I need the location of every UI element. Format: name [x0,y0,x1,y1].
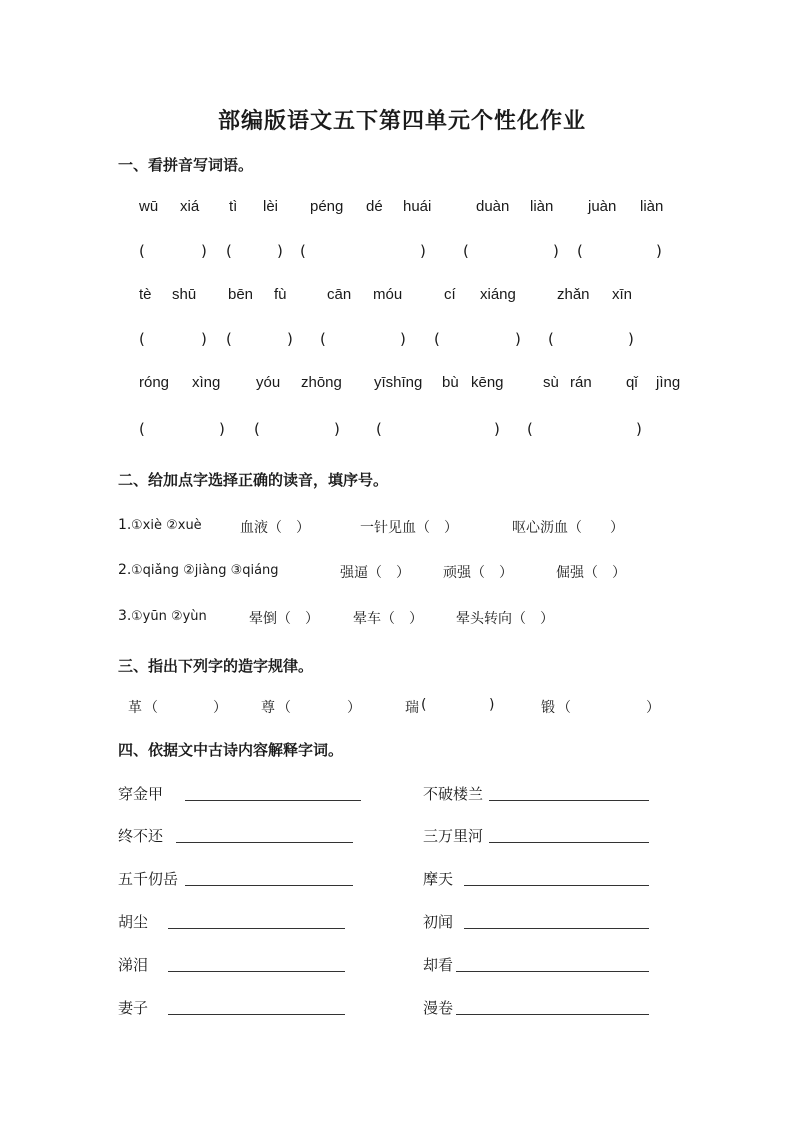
term-label: 穿金甲 [118,785,164,803]
bracket: ） [213,700,227,716]
bracket: ) [201,242,207,260]
bracket: ( [548,330,554,348]
bracket: ) [277,242,283,260]
pinyin: jìng [656,374,681,391]
reading-word: 血液（ ） [240,520,310,536]
term-label: 终不还 [118,827,164,845]
pinyin: fù [274,286,287,303]
pinyin: bēn [228,286,254,303]
bracket: ( [376,420,382,438]
answer-line[interactable] [489,842,649,843]
pinyin: shū [172,286,197,303]
bracket: ) [489,697,495,713]
bracket: ) [219,420,225,438]
reading-word: 晕倒（ ） [249,611,319,627]
reading-options: ①yūn ②yùn [131,609,207,624]
reading-options: ①qiǎng ②jiàng ③qiáng [131,563,279,578]
term-label: 五千仞岳 [118,870,179,888]
bracket: （ [144,700,158,716]
answer-line[interactable] [168,1014,345,1015]
section-heading-4: 四、依据文中古诗内容解释字词。 [118,741,344,759]
answer-line[interactable] [176,842,353,843]
bracket: ( [577,242,583,260]
bracket: ( [421,697,427,713]
reading-word: 晕车（ ） [353,611,423,627]
term-label: 却看 [423,956,454,974]
pinyin: kēng [471,374,504,391]
bracket: ( [300,242,306,260]
answer-line[interactable] [464,928,649,929]
bracket: ( [527,420,533,438]
answer-line[interactable] [464,885,649,886]
bracket: ) [656,242,662,260]
pinyin: sù [543,374,559,391]
page-title: 部编版语文五下第四单元个性化作业 [218,109,587,134]
pinyin: cān [327,286,352,303]
formation-char: 锻 [541,700,555,716]
bracket: ( [320,330,326,348]
answer-line[interactable] [456,971,649,972]
formation-char: 革 [128,700,142,716]
reading-word: 呕心沥血（ ） [512,520,624,536]
term-label: 漫卷 [423,999,454,1017]
pinyin: qǐ [626,374,638,391]
bracket: （ [277,700,291,716]
term-label: 妻子 [118,999,149,1017]
pinyin: xìng [192,374,221,391]
bracket: ） [646,700,660,716]
bracket: （ [557,700,571,716]
pinyin: tè [139,286,152,303]
bracket: ) [628,330,634,348]
pinyin: cí [444,286,456,303]
bracket: ) [420,242,426,260]
reading-word: 强逼（ ） [340,565,410,581]
section-heading-1: 一、看拼音写词语。 [118,156,254,174]
reading-word: 顽强（ ） [443,565,513,581]
bracket: ( [139,420,145,438]
answer-line[interactable] [185,800,361,801]
pinyin: bù [442,374,459,391]
pinyin: juàn [588,198,617,215]
reading-word: 倔强（ ） [556,565,626,581]
formation-char: 尊 [261,700,275,716]
answer-line[interactable] [185,885,353,886]
pinyin: zhǎn [557,286,590,303]
answer-line[interactable] [168,971,345,972]
bracket: ( [226,330,232,348]
term-label: 涕泪 [118,956,149,974]
bracket: ） [347,700,361,716]
pinyin: móu [373,286,403,303]
answer-line[interactable] [168,928,345,929]
pinyin: xiáng [480,286,516,303]
formation-char: 瑞 [405,700,419,716]
pinyin: dé [366,198,383,215]
bracket: ( [254,420,260,438]
pinyin: yóu [256,374,281,391]
pinyin: péng [310,198,344,215]
bracket: ( [139,330,145,348]
item-number: 1. [118,517,132,533]
pinyin: liàn [530,198,554,215]
pinyin: xiá [180,198,200,215]
bracket: ) [201,330,207,348]
pinyin: huái [403,198,432,215]
section-heading-3: 三、指出下列字的造字规律。 [118,657,314,675]
bracket: ) [553,242,559,260]
term-label: 胡尘 [118,913,149,931]
answer-line[interactable] [489,800,649,801]
bracket: ( [226,242,232,260]
bracket: ) [636,420,642,438]
bracket: ( [139,242,145,260]
item-number: 3. [118,608,132,624]
pinyin: tì [229,198,238,215]
pinyin: rán [570,374,592,391]
reading-options: ①xiè ②xuè [131,518,202,533]
bracket: ) [334,420,340,438]
section-heading-2: 二、给加点字选择正确的读音，填序号。 [118,471,389,489]
bracket: ) [494,420,500,438]
pinyin: lèi [263,198,279,215]
bracket: ) [515,330,521,348]
term-label: 初闻 [423,913,454,931]
bracket: ( [463,242,469,260]
pinyin: xīn [612,286,633,303]
reading-word: 一针见血（ ） [360,520,458,536]
pinyin: liàn [640,198,664,215]
bracket: ) [287,330,293,348]
reading-word: 晕头转向（ ） [456,611,554,627]
bracket: ) [400,330,406,348]
pinyin: duàn [476,198,510,215]
term-label: 不破楼兰 [423,785,484,803]
item-number: 2. [118,562,132,578]
term-label: 摩天 [423,870,454,888]
pinyin: róng [139,374,170,391]
pinyin: wū [139,198,159,215]
pinyin: zhōng [301,374,342,391]
answer-line[interactable] [456,1014,649,1015]
term-label: 三万里河 [423,827,484,845]
pinyin: yīshīng [374,374,423,391]
bracket: ( [434,330,440,348]
